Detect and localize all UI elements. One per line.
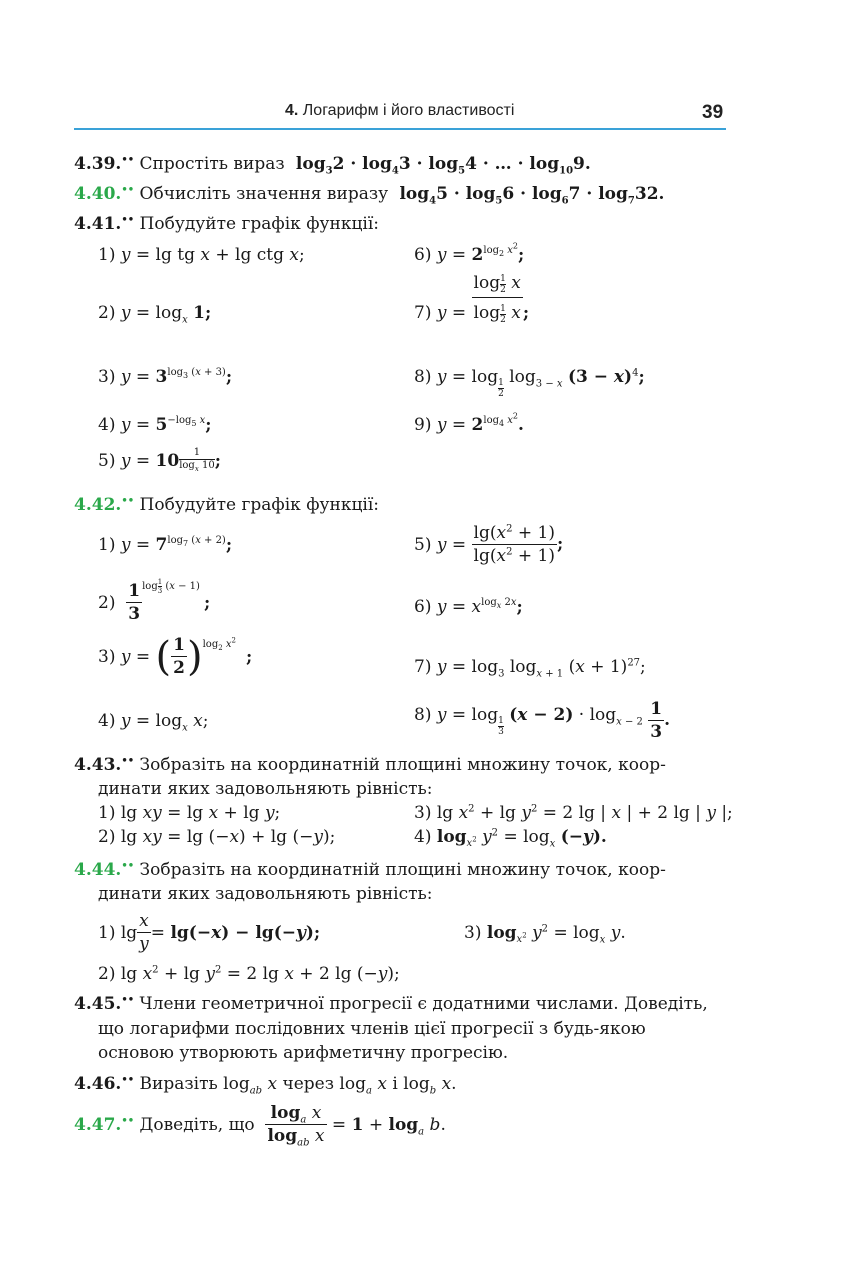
problem-text-line3: основою утворюють арифметичну прогресію. bbox=[98, 1043, 509, 1063]
item-441-6: 6) $y = 2^{log_2 x^2}$; bbox=[414, 242, 525, 265]
problem-4-39 bbox=[74, 153, 591, 175]
item-442-1: 1) $y = 7^{log_7 (x + 2)}$; bbox=[98, 535, 233, 555]
item-443-1: 1) lg xy = lg x + lg y; bbox=[98, 803, 281, 823]
problem-4-44 bbox=[74, 858, 726, 883]
item-442-8: 8) y = log $\frac{1}{3}$ $(x - 2) \cdot \log_{x - 2}$ $\frac{1}{3}$ . bbox=[414, 699, 671, 742]
fraction: $\frac{\lg(x^2 + 1)}{\lg(x^2 + 1)}$ bbox=[473, 523, 555, 566]
chapter-title: Логарифм і його властивості bbox=[302, 102, 515, 119]
difficulty-marks: •• bbox=[121, 154, 135, 166]
item-442-4: 4) $y = \log_x x$; bbox=[98, 711, 209, 734]
item-441-7: 7) y = log $\frac{1}{2}$ x log $\frac{1}{2}$ x ; bbox=[414, 273, 530, 325]
item-442-3: 3) y = ( $\frac{1}{2}$ )$\log_2$ $x^2$; bbox=[98, 633, 253, 680]
problem-text-line2: що логарифми послідовних членів цієї прогресії з будь-якою bbox=[98, 1019, 646, 1039]
fraction: $\frac{x}{y}$ bbox=[139, 911, 149, 954]
problem-4-42 bbox=[74, 494, 379, 516]
difficulty-marks: •• bbox=[121, 994, 135, 1006]
problem-number: 4.46. bbox=[74, 1074, 122, 1094]
item-443-4: 4) $\log_{x^2} y^2 = \log_x (-y)$. bbox=[414, 827, 607, 850]
problem-text: і bbox=[392, 1074, 398, 1094]
item-441-9: 9) $y = 2^{log_4 x^2}$. bbox=[414, 412, 524, 435]
item-444-2: 2) $\lg x^2 + \lg y^2 = 2$ lg x + 2 lg (−y); bbox=[98, 964, 400, 984]
problem-number: 4.39. bbox=[74, 154, 122, 174]
item-442-5: 5) y = $\frac{\lg(x^2 + 1)}{\lg(x^2 + 1)}$ ; bbox=[414, 523, 564, 566]
header-rule bbox=[74, 128, 726, 130]
item-442-7: 7) $y = \log_3 \log_{x + 1} (x + 1)^{27}$; bbox=[414, 657, 646, 680]
page-number: 39 bbox=[702, 102, 724, 123]
formula: $\log_32 \cdot \log_43 \cdot \log_54$ · … · $\log_{10}9$. bbox=[290, 154, 591, 177]
item-441-3: 3) $y = 3^{log_3 (x + 3)}$; bbox=[98, 367, 233, 387]
problem-text-line2: динати яких задовольняють рівність: bbox=[98, 779, 433, 799]
problem-text: Виразіть bbox=[139, 1074, 218, 1094]
problem-text: Обчисліть значення виразу bbox=[139, 184, 389, 204]
problem-number: 4.43. bbox=[74, 755, 122, 775]
problem-text: через bbox=[282, 1074, 335, 1094]
problem-4-46: 4.46.•• Виразіть $\log_{ab} x$ через $\log_a x$ і $\log_b x$. bbox=[74, 1074, 457, 1097]
difficulty-marks: •• bbox=[121, 1114, 135, 1126]
problem-text-line1: Зобразіть на координатній площині множину точок, коор- bbox=[139, 860, 666, 880]
item-443-3: 3) $\lg x^2 + \lg y^2 = 2$ lg | x | + 2 lg | y |; bbox=[414, 803, 733, 823]
problem-text-line1: Зобразіть на координатній площині множину точок, коор- bbox=[139, 755, 666, 775]
problem-text: Доведіть, що bbox=[139, 1114, 255, 1135]
item-444-3: 3) $\log_{x^2} y^2 = \log_x y$. bbox=[464, 923, 626, 946]
item-441-4: 4) $y = 5^{-log_5 x}$; bbox=[98, 415, 212, 435]
problem-number: 4.42. bbox=[74, 495, 122, 515]
problem-4-43 bbox=[74, 753, 726, 778]
chapter-number: 4. bbox=[285, 102, 299, 119]
item-443-2: 2) lg xy = lg (−x) + lg (−y); bbox=[98, 827, 336, 847]
fraction: $\frac{\log_a x}{\log_{ab} x}$ bbox=[267, 1103, 325, 1149]
fraction: $\frac{1}{2}$ bbox=[173, 635, 185, 678]
problem-text-line2: динати яких задовольняють рівність: bbox=[98, 884, 433, 904]
item-442-2: 2) $\frac{1}{3}$ log $\frac{1}{3}$ (x − 1); bbox=[98, 578, 211, 624]
problem-number: 4.40. bbox=[74, 184, 122, 204]
item-441-5: 5) y = 10 $\frac{1}{\log_x 10}$ ; bbox=[98, 447, 221, 473]
formula: $\log_45 \cdot \log_56 \cdot \log_67 \cdot \log_732$. bbox=[393, 184, 665, 207]
item-441-1: 1) y = lg tg x + lg ctg x; bbox=[98, 245, 305, 265]
problem-number: 4.41. bbox=[74, 214, 122, 234]
difficulty-marks: •• bbox=[121, 214, 135, 226]
item-442-6: 6) $y = x^{log_x 2x}$; bbox=[414, 597, 523, 617]
problem-text-line1: Члени геометричної прогресії є додатними числами. Доведіть, bbox=[139, 994, 708, 1014]
running-header bbox=[285, 102, 514, 120]
item-444-1: 1) lg $\frac{x}{y}$ = lg(−x) − lg(−y); bbox=[98, 911, 321, 954]
problem-number: 4.44. bbox=[74, 860, 122, 880]
problem-number: 4.45. bbox=[74, 994, 122, 1014]
difficulty-marks: •• bbox=[121, 755, 135, 767]
problem-4-41 bbox=[74, 213, 379, 235]
problem-text: Побудуйте графік функції: bbox=[139, 495, 379, 515]
problem-4-47: 4.47.•• Доведіть, що $\frac{\log_a x}{\log_{ab} x}$ = $1 + \log_a b$. bbox=[74, 1103, 446, 1149]
item-441-8: 8) y = log $\frac{1}{2}$ $\log_{3 - x} (3 - x)^4$; bbox=[414, 367, 645, 399]
problem-text: Побудуйте графік функції: bbox=[139, 214, 379, 234]
fraction: $\frac{1}{3}$ bbox=[128, 581, 141, 624]
problem-number: 4.47. bbox=[74, 1114, 122, 1135]
difficulty-marks: •• bbox=[121, 184, 135, 196]
difficulty-marks: •• bbox=[121, 495, 135, 507]
problem-4-40 bbox=[74, 183, 664, 205]
problem-text: Спростіть вираз bbox=[139, 154, 285, 174]
problem-4-45 bbox=[74, 992, 726, 1017]
fraction: $\frac{1}{3}$ bbox=[650, 699, 663, 742]
item-441-2: 2) $y = \log_x 1$; bbox=[98, 303, 212, 326]
difficulty-marks: •• bbox=[121, 1074, 135, 1086]
fraction: log $\frac{1}{2}$ x log $\frac{1}{2}$ x bbox=[473, 273, 521, 325]
difficulty-marks: •• bbox=[121, 860, 135, 872]
